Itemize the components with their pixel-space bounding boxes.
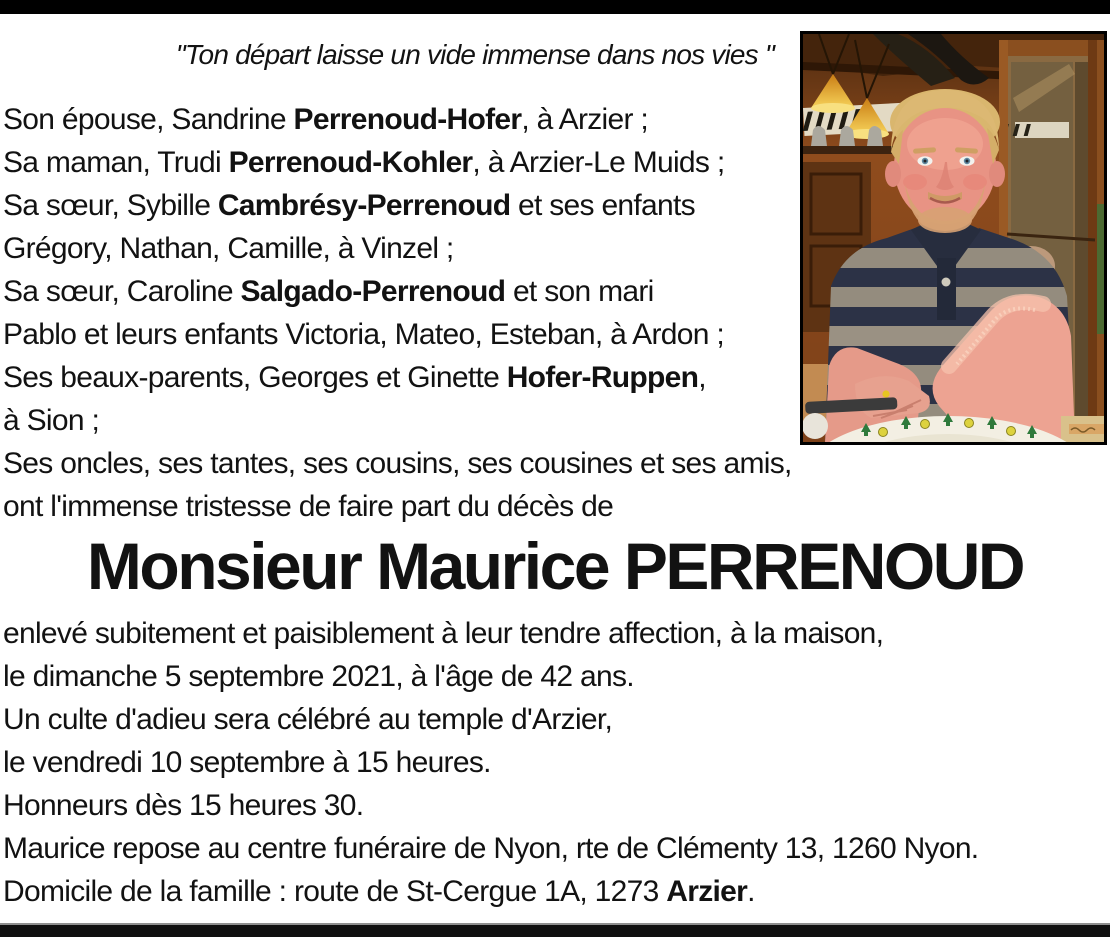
- text-segment: .: [747, 875, 755, 908]
- text-segment: à Sion ;: [3, 404, 100, 437]
- text-segment: Sa sœur, Sybille: [3, 189, 218, 222]
- bottom-rule-bar: [0, 923, 1110, 937]
- notice-line: [3, 784, 978, 827]
- text-segment: Sa maman, Trudi: [3, 146, 229, 179]
- notice-line: [3, 442, 792, 485]
- text-segment: Maurice repose au centre funéraire de Nyon, rte de Clémenty 13, 1260 Nyon.: [3, 832, 979, 865]
- portrait-photo: [800, 31, 1107, 445]
- text-segment: ont l'immense tristesse de faire part du décès de: [3, 490, 614, 523]
- text-segment: Son épouse, Sandrine: [3, 103, 294, 136]
- text-segment: Pablo et leurs enfants Victoria, Mateo, Esteban, à Ardon ;: [3, 318, 724, 351]
- deceased-name-title: Monsieur Maurice PERRENOUD: [86, 529, 1024, 603]
- notice-line: [3, 141, 792, 184]
- text-segment: Ses beaux-parents, Georges et Ginette: [3, 361, 507, 394]
- notice-line: [3, 356, 792, 399]
- bold-name-segment: Arzier: [666, 875, 748, 908]
- notice-line: [3, 827, 978, 870]
- notice-line: [3, 655, 978, 698]
- notice-line: [3, 227, 792, 270]
- bold-name-segment: Cambrésy-Perrenoud: [217, 189, 511, 222]
- text-segment: Domicile de la famille : route de St-Cergue 1A, 1273: [3, 875, 667, 908]
- notice-line: [3, 698, 978, 741]
- notice-line: [3, 98, 792, 141]
- bold-name-segment: Hofer-Ruppen: [506, 361, 699, 394]
- bold-name-segment: Salgado-Perrenoud: [240, 275, 506, 308]
- text-segment: Un culte d'adieu sera célébré au temple d'Arzier,: [3, 703, 613, 736]
- notice-line: [3, 870, 978, 913]
- notice-line: [3, 612, 978, 655]
- bold-name-segment: Perrenoud-Hofer: [293, 103, 522, 136]
- notice-line: [3, 313, 792, 356]
- text-segment: , à Arzier-Le Muids ;: [472, 146, 725, 179]
- text-segment: Honneurs dès 15 heures 30.: [3, 789, 364, 822]
- text-segment: le dimanche 5 septembre 2021, à l'âge de 42 ans.: [3, 660, 634, 693]
- family-lines-block: [3, 98, 792, 528]
- top-rule-bar: [0, 0, 1110, 14]
- text-segment: le vendredi 10 septembre à 15 heures.: [3, 746, 491, 779]
- text-segment: Sa sœur, Caroline: [3, 275, 241, 308]
- text-segment: enlevé subitement et paisiblement à leur tendre affection, à la maison,: [3, 617, 884, 650]
- text-segment: Ses oncles, ses tantes, ses cousins, ses cousines et ses amis,: [3, 447, 792, 480]
- notice-line: [3, 184, 792, 227]
- portrait-photo-drawing: [803, 34, 1104, 442]
- text-segment: Grégory, Nathan, Camille, à Vinzel ;: [3, 232, 454, 265]
- text-segment: et son mari: [505, 275, 654, 308]
- notice-line: [3, 399, 792, 442]
- text-segment: , à Arzier ;: [521, 103, 649, 136]
- text-segment: et ses enfants: [510, 189, 695, 222]
- bold-name-segment: Perrenoud-Kohler: [228, 146, 473, 179]
- text-segment: ,: [698, 361, 706, 394]
- notice-line: [3, 741, 978, 784]
- ceremony-details-block: [3, 612, 978, 913]
- notice-line: [3, 270, 792, 313]
- notice-line: [3, 485, 792, 528]
- memorial-quote: "Ton départ laisse un vide immense dans nos vies ": [175, 39, 774, 70]
